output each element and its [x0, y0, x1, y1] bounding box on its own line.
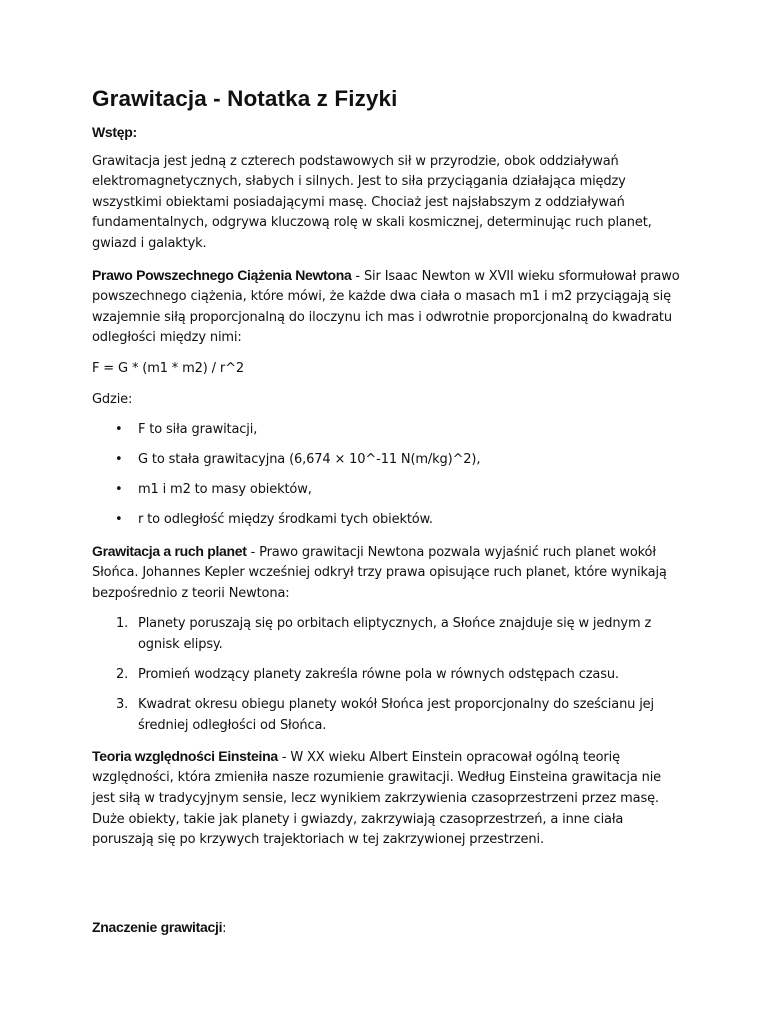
list-item-text: Kwadrat okresu obiegu planety wokół Słońca jest proporcjonalny do sześcianu jej średniej odległości od Słońca. — [138, 697, 654, 733]
list-item — [92, 510, 682, 531]
list-item-text: G to stała grawitacyjna (6,674 × 10^-11 N(m/kg)^2), — [138, 452, 481, 468]
intro-paragraph: Grawitacja jest jedną z czterech podstawowych sił w przyrodzie, obok oddziaływań elektromagnetycznych, słabych i silnych. Jest to siła przyciągania działająca między wszystkimi obiektami posiadającymi masę. Chociaż jest najsłabszym z oddziaływań fundamentalnych, odgrywa kluczową rolę w skali kosmicznej, determinując ruch planet, gwiazd i galaktyk. — [92, 153, 652, 251]
bullet-icon: • — [115, 512, 123, 528]
list-item — [92, 614, 682, 655]
document-page — [92, 84, 682, 939]
newton-formula: F = G * (m1 * m2) / r^2 — [92, 360, 244, 376]
list-number: 1. — [116, 616, 129, 632]
bullet-icon: • — [115, 482, 123, 498]
list-number: 3. — [116, 697, 129, 713]
list-item-text: F to siła grawitacji, — [138, 422, 258, 438]
einstein-text: - W XX wieku Albert Einstein opracował ogólną teorię względności, która zmieniła nasze rozumienie grawitacji. Według Einsteina grawitacja nie jest siłą w tradycyjnym sensie, lecz wynikiem zakrzywienia czasoprzestrzeni przez masę. Duże obiekty, takie jak planety i gwiazdy, zakrzywiają czasoprzestrzeń, a inne ciała poruszają się po krzywych trajektoriach w tej zakrzywionej przestrzeni. — [92, 749, 662, 848]
list-item — [92, 665, 682, 686]
bullet-icon: • — [115, 422, 123, 438]
importance-heading: Znaczenie grawitacji — [92, 918, 223, 935]
list-item — [92, 420, 682, 441]
planets-heading: Grawitacja a ruch planet — [92, 542, 247, 559]
einstein-paragraph — [92, 746, 682, 851]
newton-paragraph — [92, 265, 682, 349]
newton-text: - Sir Isaac Newton w XVII wieku sformułował prawo powszechnego ciążenia, które mówi, że każde dwa ciała o masach m1 i m2 przyciągają się wzajemnie siłą proporcjonalną do iloczynu ich mas i odwrotnie proporcjonalną do kwadratu odległości między nimi: — [92, 268, 680, 346]
importance-paragraph — [92, 917, 682, 940]
list-item-text: Promień wodzący planety zakreśla równe pola w równych odstępach czasu. — [138, 666, 619, 682]
planets-text: - Prawo grawitacji Newtona pozwala wyjaśnić ruch planet wokół Słońca. Johannes Kepler wcześniej odkrył trzy prawa opisujące ruch planet, które wynikają bezpośrednio z teorii Newtona: — [92, 544, 667, 601]
where-label: Gdzie: — [92, 391, 133, 407]
list-item-text: m1 i m2 to masy obiektów, — [138, 482, 312, 498]
bullet-icon: • — [115, 452, 123, 468]
formula-variables-list — [92, 420, 682, 531]
einstein-heading: Teoria względności Einsteina — [92, 747, 278, 764]
list-item-text: Planety poruszają się po orbitach eliptycznych, a Słońce znajduje się w jednym z ognisk elipsy. — [138, 616, 652, 652]
document-title: Grawitacja - Notatka z Fizyki — [92, 86, 398, 111]
list-item-text: r to odległość między środkami tych obiektów. — [138, 512, 433, 528]
list-number: 2. — [116, 666, 129, 682]
intro-heading: Wstęp: — [92, 124, 137, 140]
importance-suffix: : — [222, 920, 227, 936]
planets-paragraph — [92, 541, 682, 605]
kepler-laws-list — [92, 614, 682, 736]
list-item — [92, 450, 682, 471]
newton-heading: Prawo Powszechnego Ciążenia Newtona — [92, 266, 352, 283]
list-item — [92, 695, 682, 736]
list-item — [92, 480, 682, 501]
